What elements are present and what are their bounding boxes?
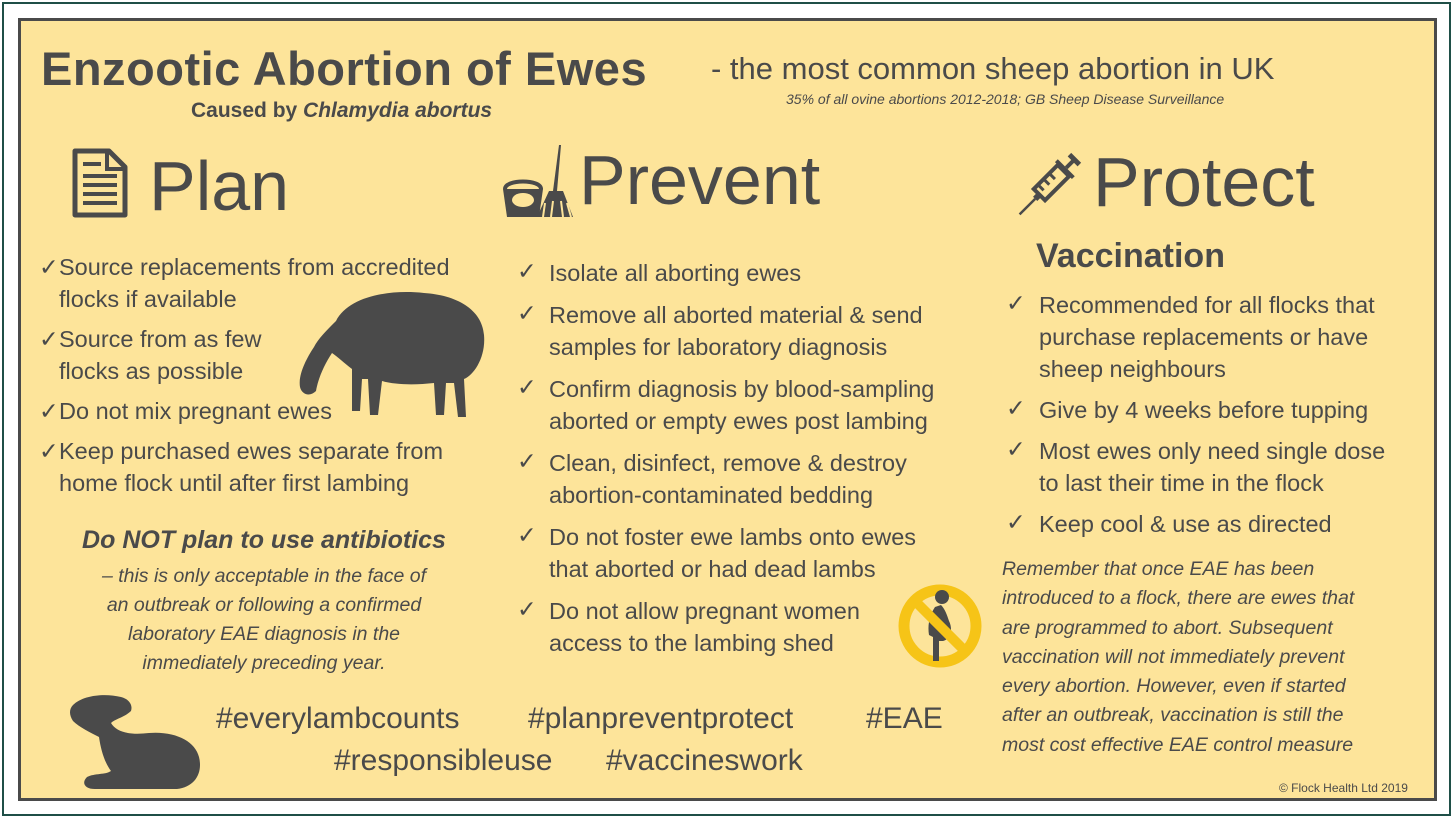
list-item: ✓ Source replacements from accredited flocks if available	[39, 251, 499, 315]
list-item: ✓ Keep purchased ewes separate from home flock until after first lambing	[39, 435, 499, 499]
list-item: ✓ Remove all aborted material & send samples for laboratory diagnosis	[517, 299, 987, 363]
check-icon: ✓	[1006, 436, 1026, 462]
poster	[18, 18, 1437, 801]
copyright: © Flock Health Ltd 2019	[1279, 781, 1408, 795]
statistic-note: 35% of all ovine abortions 2012-2018; GB Sheep Disease Surveillance	[786, 91, 1225, 107]
check-icon: ✓	[1006, 509, 1026, 535]
prevent-heading: Prevent	[579, 141, 821, 219]
document-icon	[71, 148, 129, 218]
list-item: ✓ Isolate all aborting ewes	[517, 257, 987, 289]
hashtag-planpreventprotect: #planpreventprotect	[528, 702, 794, 735]
cause-prefix: Caused by	[191, 99, 304, 122]
list-item: ✓ Source from as few flocks as possible	[39, 323, 499, 387]
list-item: ✓ Give by 4 weeks before tupping	[1006, 394, 1426, 426]
hashtag-eae: #EAE	[866, 702, 943, 735]
check-icon: ✓	[517, 596, 537, 622]
plan-heading: Plan	[149, 147, 290, 225]
lamb-silhouette	[65, 693, 205, 793]
cause-agent: Chlamydia abortus	[303, 99, 493, 122]
vaccination-subheading: Vaccination	[1036, 237, 1225, 275]
protect-list	[1006, 289, 1426, 549]
no-pregnant-women-icon	[897, 583, 983, 669]
check-icon: ✓	[517, 258, 537, 284]
page-subtitle: - the most common sheep abortion in UK	[711, 51, 1275, 86]
check-icon: ✓	[517, 300, 537, 326]
list-item: ✓ Confirm diagnosis by blood-sampling aborted or empty ewes post lambing	[517, 373, 987, 437]
list-item: ✓ Do not allow pregnant women access to the lambing shed	[517, 595, 987, 659]
syringe-icon	[1017, 151, 1083, 217]
check-icon: ✓	[517, 374, 537, 400]
check-icon: ✓	[517, 522, 537, 548]
antibiotics-warning-title: Do NOT plan to use antibiotics	[82, 526, 446, 554]
check-icon: ✓	[1006, 290, 1026, 316]
page-title: Enzootic Abortion of Ewes	[41, 42, 648, 95]
hashtag-responsibleuse: #responsibleuse	[334, 744, 553, 777]
antibiotics-warning-text: – this is only acceptable in the face of an outbreak or following a confirmed laboratory EAE diagnosis in the immediately preceding year.	[101, 565, 427, 674]
list-item: ✓ Do not mix pregnant ewes	[39, 395, 499, 427]
check-icon: ✓	[39, 438, 59, 464]
remember-note: Remember that once EAE has been introduced to a flock, there are ewes that are programmed to abort. Subsequent vaccination will not immediately prevent every abortion. However, even if started after an outbreak, vaccination is still the most cost effective EAE control measure	[1002, 558, 1355, 756]
list-item: ✓ Do not foster ewe lambs onto ewes that aborted or had dead lambs	[517, 521, 987, 585]
protect-heading: Protect	[1093, 143, 1315, 221]
list-item: ✓ Most ewes only need single dose to last their time in the flock	[1006, 435, 1426, 499]
list-item: ✓ Keep cool & use as directed	[1006, 508, 1426, 540]
hashtag-everylambcounts: #everylambcounts	[216, 702, 460, 735]
check-icon: ✓	[39, 398, 59, 424]
check-icon: ✓	[39, 326, 59, 352]
bucket-broom-icon	[499, 143, 577, 221]
list-item: ✓ Clean, disinfect, remove & destroy abortion-contaminated bedding	[517, 447, 987, 511]
check-icon: ✓	[1006, 395, 1026, 421]
check-icon: ✓	[39, 254, 59, 280]
cause-line	[191, 99, 492, 123]
sheep-silhouette	[296, 283, 488, 423]
check-icon: ✓	[517, 448, 537, 474]
hashtag-vaccineswork: #vaccineswork	[606, 744, 803, 777]
list-item: ✓ Recommended for all flocks that purchase replacements or have sheep neighbours	[1006, 289, 1426, 385]
